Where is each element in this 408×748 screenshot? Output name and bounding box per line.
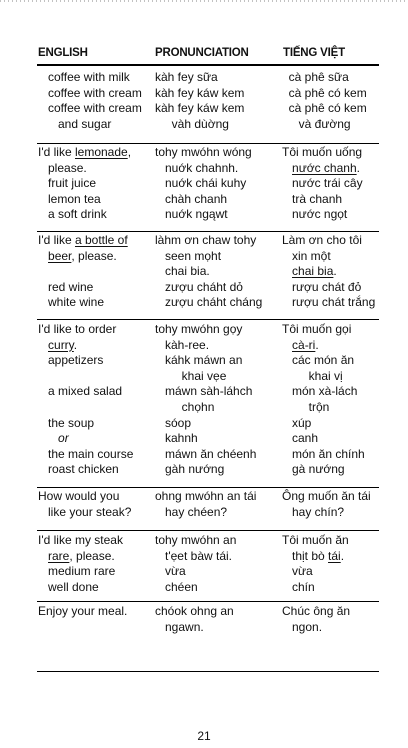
text-span (38, 431, 58, 445)
text-span (38, 338, 48, 352)
text-span: vừa (282, 564, 313, 579)
vietnamese-line (282, 369, 343, 385)
text-span: nuớk ngąwt (155, 207, 228, 222)
text-span: . (315, 337, 319, 352)
vietnamese-line (282, 604, 350, 620)
text-span: gàh nướng (155, 462, 225, 477)
pronunciation-line (155, 489, 256, 505)
text-span: hay chéen? (155, 504, 228, 519)
pronunciation-line (155, 86, 244, 102)
pronunciation-line (155, 70, 218, 86)
underlined-phrase: chai bia (292, 264, 334, 279)
vietnamese-line (282, 549, 344, 565)
text-span: ngon. (282, 619, 323, 634)
text-span: I'd like my steak (38, 533, 123, 547)
text-span: gà nướng (282, 462, 345, 477)
pronunciation-line (155, 101, 244, 117)
header-pronunciation: PRONUNCIATION (155, 47, 249, 59)
text-span: chín (282, 579, 315, 594)
text-span: máwn sàh-láhch (155, 384, 253, 399)
text-span: coffee with cream (38, 85, 142, 100)
text-span: vàh dùờng (155, 116, 229, 131)
underlined-phrase: rare (48, 548, 70, 563)
english-line (38, 145, 131, 161)
text-span: . (333, 264, 337, 279)
text-span: chai bia. (155, 264, 210, 279)
vietnamese-line (282, 70, 349, 86)
english-line (38, 192, 101, 208)
group-divider (37, 601, 379, 602)
vietnamese-line (282, 101, 367, 117)
english-line (38, 86, 142, 102)
english-line (38, 384, 122, 400)
vietnamese-line (282, 384, 357, 400)
english-line (38, 431, 69, 447)
vietnamese-line (282, 192, 342, 208)
pronunciation-line (155, 161, 238, 177)
text-span: the soup (38, 415, 95, 430)
text-span: káhk máwn an (155, 353, 243, 368)
vietnamese-line (282, 505, 344, 521)
english-line (38, 322, 116, 338)
text-span: Tôi muốn ăn (282, 533, 349, 547)
text-span: red wine (38, 279, 94, 294)
text-span: Tôi muốn uống (282, 145, 363, 159)
text-span: white wine (38, 295, 105, 310)
text-span: fruit juice (38, 176, 97, 191)
pronunciation-line (155, 505, 227, 521)
text-span: chóok ohng an (155, 604, 234, 618)
text-span: zượu cháht dỏ (155, 279, 243, 294)
english-line (38, 117, 111, 133)
header-rule (37, 64, 379, 66)
vietnamese-line (282, 447, 365, 463)
text-span: khai vẹe (155, 368, 227, 383)
pronunciation-line (155, 533, 236, 549)
pronunciation-line (155, 400, 214, 416)
english-line (38, 176, 96, 192)
text-span: I'd like to order (38, 322, 117, 336)
italic-word: or (58, 431, 69, 446)
text-span: cà phê có kem (282, 85, 367, 100)
group-divider (37, 231, 379, 232)
text-span: làhm ơn chaw tohy (155, 233, 257, 247)
underlined-phrase: lemonade (74, 145, 128, 159)
text-span: và đường (282, 116, 351, 131)
english-line (38, 489, 119, 505)
pronunciation-line (155, 353, 242, 369)
pronunciation-line (155, 280, 243, 296)
text-span: I'd like (38, 233, 75, 247)
vietnamese-line (282, 431, 318, 447)
text-span: tohy mwóhn an (155, 533, 237, 547)
text-span: Ông muốn ăn tái (282, 489, 371, 503)
english-line (38, 549, 115, 565)
text-span: . (340, 548, 345, 563)
text-span: I'd like (38, 145, 75, 159)
text-span: nuớk chahnh. (155, 160, 239, 175)
vietnamese-line (282, 416, 311, 432)
english-line (38, 70, 130, 86)
english-line (38, 249, 117, 265)
pronunciation-line (155, 176, 246, 192)
pronunciation-line (155, 564, 186, 580)
text-span: appetizers (38, 353, 104, 368)
text-span: kàh-ree. (155, 337, 210, 352)
pronunciation-line (155, 264, 210, 280)
text-span: chàh chanh (155, 191, 228, 206)
underlined-phrase: nước chanh (292, 160, 357, 175)
text-span (38, 249, 48, 263)
header-vietnamese: TIẾNG VIỆT (283, 47, 345, 59)
vietnamese-line (282, 86, 367, 102)
vietnamese-line (282, 233, 362, 249)
text-span: Tôi muốn gọi (282, 322, 352, 336)
text-span (282, 338, 292, 352)
vietnamese-line (282, 400, 329, 416)
english-line (38, 533, 123, 549)
pronunciation-line (155, 192, 227, 208)
text-span: like your steak? (38, 504, 132, 519)
vietnamese-line (282, 462, 345, 478)
text-span: , please. (69, 548, 115, 563)
text-span: nuớk chái kuhy (155, 176, 247, 191)
vietnamese-line (282, 322, 351, 338)
underlined-phrase: a bottle of (74, 233, 128, 247)
text-span: chọhn (155, 400, 215, 414)
text-span: xúp (282, 415, 312, 430)
text-span: How would you (38, 489, 120, 503)
text-span: máwn ăn chéenh (155, 446, 257, 461)
pronunciation-line (155, 249, 221, 265)
text-span: seen mọht (155, 248, 222, 263)
group-divider (37, 319, 379, 320)
text-span: kàh fey káw kem (155, 85, 245, 100)
text-span: rượu chát trắng (282, 295, 376, 310)
text-span: a soft drink (38, 207, 107, 222)
text-span: ngawn. (155, 619, 204, 634)
text-span: , please. (71, 248, 117, 263)
text-span: t'ẹet bàw tái. (155, 548, 232, 563)
text-span: sóop (155, 415, 192, 430)
text-span: well done (38, 579, 99, 594)
pronunciation-line (155, 620, 204, 636)
pronunciation-line (155, 549, 232, 565)
pronunciation-line (155, 207, 228, 223)
english-line (38, 604, 127, 620)
text-span: coffee with cream (38, 101, 142, 116)
pronunciation-line (155, 369, 226, 385)
vietnamese-line (282, 161, 360, 177)
underlined-phrase: cà-ri (292, 337, 316, 352)
text-span: please. (38, 160, 87, 175)
text-span: khai vị (282, 368, 343, 383)
vietnamese-line (282, 117, 351, 133)
vietnamese-line (282, 620, 322, 636)
text-span: lemon tea (38, 191, 101, 206)
text-span: thịt bò (282, 548, 329, 563)
text-span: zượu cháht cháng (155, 295, 263, 310)
text-span: nước ngọt (282, 207, 348, 222)
text-span: Làm ơn cho tôi (282, 233, 362, 247)
text-span: cà phê sữa (282, 70, 349, 84)
table-bottom-rule (37, 671, 379, 672)
pronunciation-line (155, 447, 256, 463)
text-span: món ăn chính (282, 446, 365, 461)
text-span: cà phê có kem (282, 101, 367, 116)
english-line (38, 564, 115, 580)
text-span: món xà-lách (282, 384, 358, 399)
text-span: tohy mwóhn gọy (155, 322, 243, 336)
text-span: Enjoy your meal. (38, 604, 128, 618)
pronunciation-line (155, 416, 191, 432)
vietnamese-line (282, 176, 363, 192)
text-span: coffee with milk (38, 70, 130, 84)
english-line (38, 505, 131, 521)
vietnamese-line (282, 207, 347, 223)
pronunciation-line (155, 322, 242, 338)
text-span: Chúc ông ăn (282, 604, 351, 618)
vietnamese-line (282, 280, 361, 296)
vietnamese-line (282, 580, 315, 596)
text-span: , (127, 145, 132, 159)
text-span: xin một (282, 248, 331, 263)
text-span (282, 264, 292, 278)
english-line (38, 233, 128, 249)
pronunciation-line (155, 462, 224, 478)
pronunciation-line (155, 233, 256, 249)
vietnamese-line (282, 295, 375, 311)
vietnamese-line (282, 264, 337, 280)
vietnamese-line (282, 489, 371, 505)
group-divider (37, 487, 379, 488)
text-span: chéen (155, 579, 198, 594)
english-line (38, 280, 93, 296)
text-span: medium rare (38, 564, 116, 579)
pronunciation-line (155, 295, 262, 311)
scan-edge-dots (0, 0, 408, 2)
pronunciation-line (155, 117, 229, 133)
pronunciation-line (155, 145, 252, 161)
vietnamese-line (282, 564, 313, 580)
pronunciation-line (155, 384, 252, 400)
pronunciation-line (155, 604, 234, 620)
text-span: the main course (38, 446, 134, 461)
text-span: trà chanh (282, 191, 343, 206)
text-span: hay chín? (282, 504, 345, 519)
header-english: ENGLISH (38, 47, 88, 59)
text-span (282, 161, 292, 175)
text-span: and sugar (38, 116, 112, 131)
text-span: a mixed salad (38, 384, 123, 399)
pronunciation-line (155, 338, 209, 354)
text-span: trộn (282, 400, 330, 414)
underlined-phrase: curry (48, 337, 74, 352)
underlined-phrase: tái (328, 548, 341, 563)
underlined-phrase: beer (48, 248, 72, 263)
english-line (38, 161, 87, 177)
vietnamese-line (282, 338, 319, 354)
text-span: các món ăn (282, 353, 355, 368)
english-line (38, 580, 99, 596)
english-line (38, 295, 104, 311)
english-line (38, 101, 142, 117)
vietnamese-line (282, 145, 362, 161)
group-divider (37, 143, 379, 144)
english-line (38, 416, 94, 432)
pronunciation-line (155, 580, 198, 596)
pronunciation-line (155, 431, 198, 447)
vietnamese-line (282, 249, 331, 265)
page-number: 21 (197, 729, 211, 743)
english-line (38, 353, 103, 369)
english-line (38, 462, 119, 478)
text-span: rượu chát đỏ (282, 279, 362, 294)
vietnamese-line (282, 533, 349, 549)
text-span: . (73, 337, 78, 352)
text-span: kahnh (155, 431, 198, 446)
text-span: vừa (155, 564, 186, 579)
text-span: tohy mwóhn wóng (155, 145, 252, 159)
text-span: kàh fey sữa (155, 70, 218, 84)
text-span: roast chicken (38, 462, 119, 477)
text-span: canh (282, 431, 319, 446)
text-span: ohng mwóhn an tái (155, 489, 257, 503)
english-line (38, 207, 107, 223)
english-line (38, 447, 133, 463)
text-span: . (356, 160, 360, 175)
vietnamese-line (282, 353, 354, 369)
text-span: kàh fey káw kem (155, 101, 245, 116)
text-span (38, 549, 48, 563)
group-divider (37, 530, 379, 531)
text-span: nước trái cây (282, 176, 363, 191)
english-line (38, 338, 77, 354)
